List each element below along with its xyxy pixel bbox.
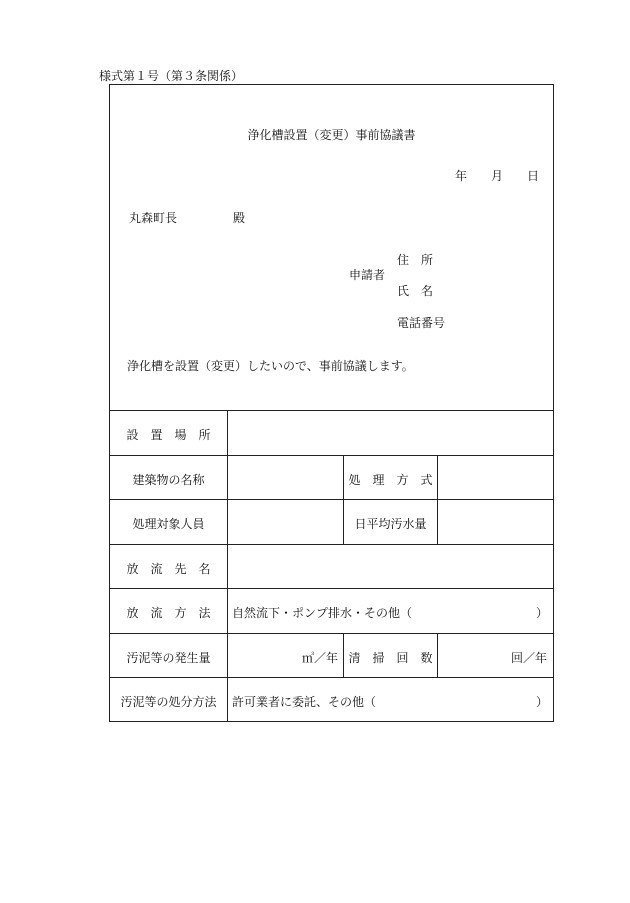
discharge-method-close-paren: ） <box>536 606 549 620</box>
row-divider <box>110 633 553 634</box>
location-label: 設 置 場 所 <box>126 428 211 442</box>
row-divider <box>110 588 553 589</box>
row-divider <box>110 455 553 456</box>
sludge-volume-unit: ㎥／年 <box>301 651 338 665</box>
sludge-disposal-close-paren: ） <box>536 695 549 709</box>
table-top-border <box>110 410 553 411</box>
sludge-disposal-label: 汚泥等の処分方法 <box>120 695 217 709</box>
row-divider <box>110 544 553 545</box>
applicant-phone-label: 電話番号 <box>397 316 446 330</box>
discharge-method-options: 自然流下・ポンプ排水・その他（ <box>232 606 413 620</box>
addressee-name: 丸森町長 <box>129 211 178 225</box>
form-number-label: 様式第１号（第３条関係） <box>99 69 244 83</box>
date-month-label: 月 <box>491 169 504 183</box>
applicant-label: 申請者 <box>349 268 386 282</box>
sludge-disposal-options: 許可業者に委託、その他（ <box>232 695 377 709</box>
sludge-generation-label: 汚泥等の発生量 <box>126 651 211 665</box>
label-column-divider <box>227 410 228 721</box>
treatment-method-label: 処 理 方 式 <box>348 473 433 487</box>
applicant-address-label: 住 所 <box>397 253 434 267</box>
applicant-name-label: 氏 名 <box>397 284 434 298</box>
addressee-honorific: 殿 <box>233 211 246 225</box>
row-divider <box>110 499 553 500</box>
target-persons-label: 処理対象人員 <box>132 517 205 531</box>
cleaning-count-label: 清 掃 回 数 <box>348 651 433 665</box>
application-form <box>109 84 554 722</box>
value-column-divider <box>437 455 438 544</box>
row-divider <box>110 677 553 678</box>
building-name-label: 建築物の名称 <box>132 473 205 487</box>
discharge-method-label: 放 流 方 法 <box>126 606 211 620</box>
daily-wastewater-label: 日平均汚水量 <box>354 517 427 531</box>
form-title: 浄化槽設置（変更）事前協議書 <box>247 128 416 142</box>
declaration-statement: 浄化槽を設置（変更）したいので、事前協議します。 <box>127 359 414 373</box>
discharge-destination-label: 放 流 先 名 <box>126 562 211 576</box>
date-day-label: 日 <box>527 169 540 183</box>
cleaning-count-unit: 回／年 <box>510 651 547 665</box>
date-year-label: 年 <box>455 169 468 183</box>
